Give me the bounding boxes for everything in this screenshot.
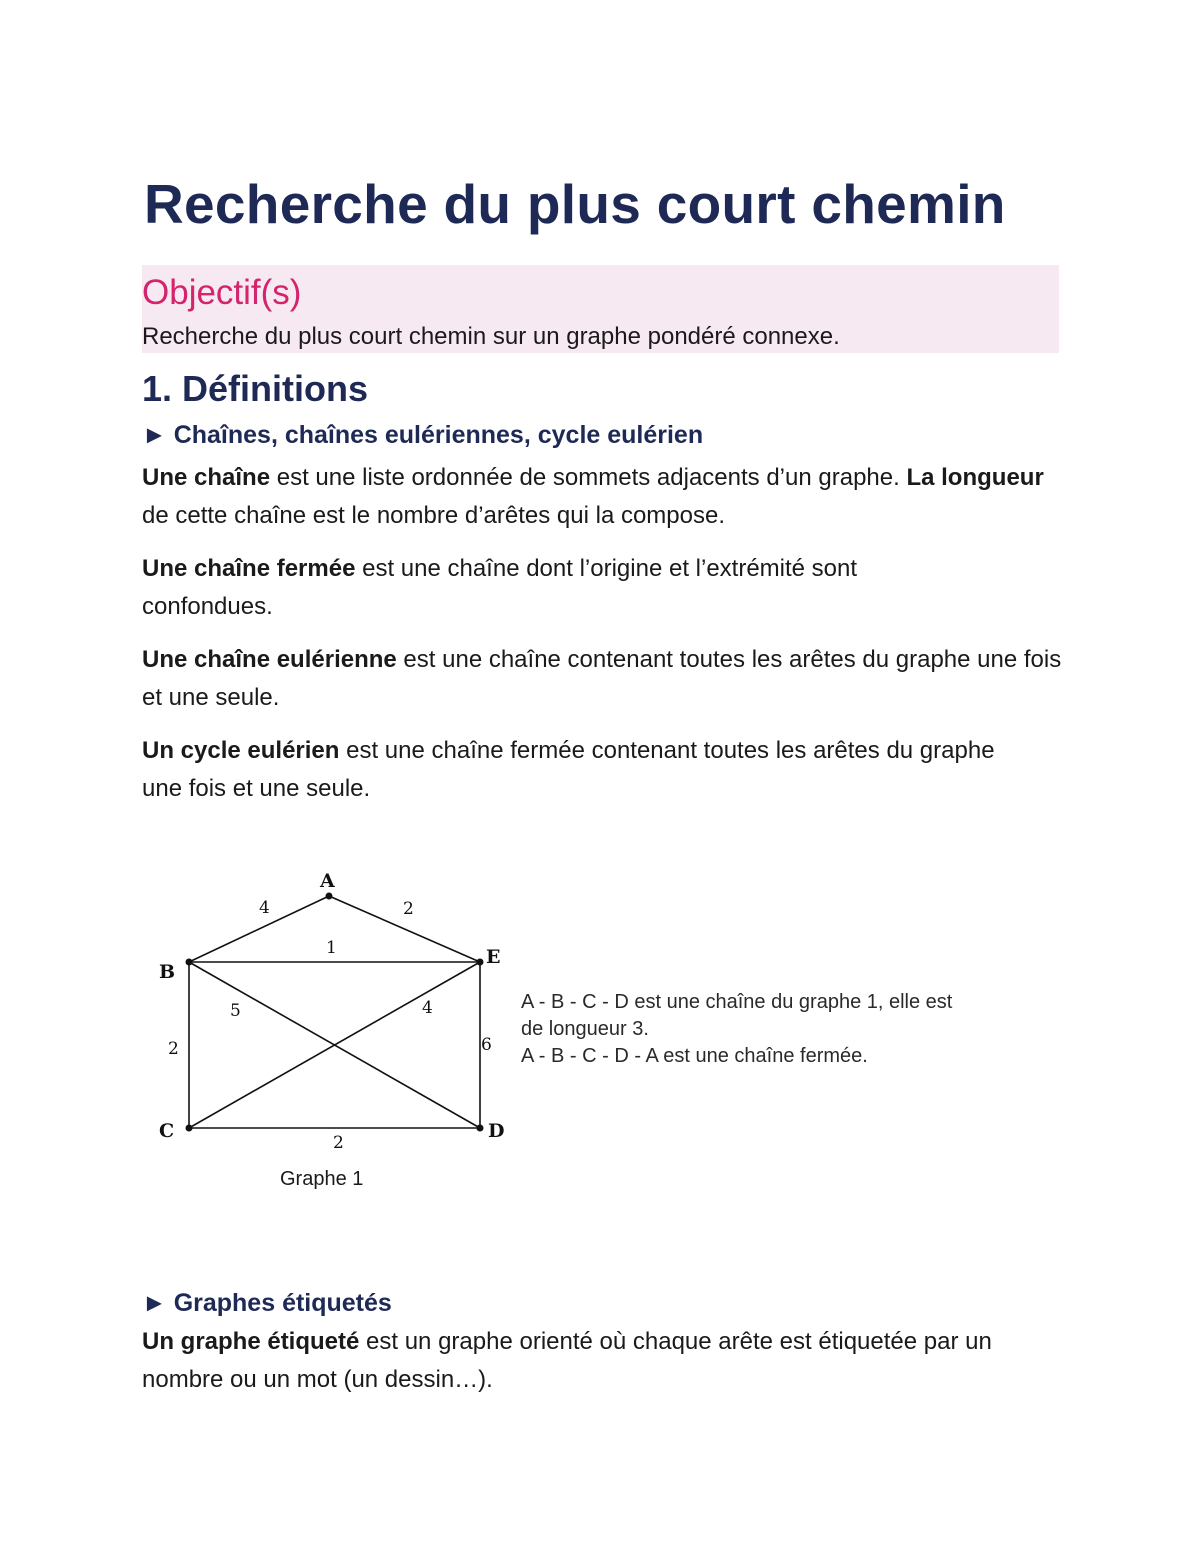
weight-label-c-e: 4 — [422, 998, 433, 1018]
term-chain: Une chaîne — [142, 464, 271, 491]
paragraph-text: est une liste ordonnée de sommets adjacents d’un graphe. — [270, 464, 907, 491]
weight-label-b-c: 2 — [168, 1039, 179, 1059]
paragraph-text: est un graphe orienté où chaque arête est étiquetée par un nombre ou un mot (un dessin…). — [142, 1328, 992, 1393]
vertex-label-d: D — [488, 1120, 505, 1142]
weight-label-a-b: 4 — [259, 898, 270, 918]
example-line: de longueur 3. — [521, 1018, 649, 1040]
subsection-heading-chains: ► Chaînes, chaînes eulériennes, cycle eulérien — [142, 421, 704, 449]
term-length: La longueur — [906, 464, 1044, 491]
paragraph-eulerian-cycle — [142, 732, 1022, 808]
vertex-label-e: E — [486, 946, 501, 968]
term-eulerian-cycle: Un cycle eulérien — [142, 737, 340, 764]
weight-label-a-e: 2 — [403, 899, 414, 919]
objective-heading: Objectif(s) — [142, 273, 302, 312]
section-heading-definitions: 1. Définitions — [142, 368, 369, 409]
term-eulerian-chain: Une chaîne eulérienne — [142, 646, 397, 673]
page-title: Recherche du plus court chemin — [144, 173, 1006, 235]
vertex-a — [326, 893, 333, 900]
vertex-label-b: B — [159, 961, 176, 983]
graph-example-text — [521, 989, 1061, 1070]
paragraph-text: de cette chaîne est le nombre d’arêtes qui la compose. — [142, 502, 726, 529]
subsection-heading-labeled-graphs: ► Graphes étiquetés — [142, 1289, 392, 1317]
weight-label-b-d: 5 — [230, 1001, 241, 1021]
term-closed-chain: Une chaîne fermée — [142, 555, 356, 582]
weight-label-b-e: 1 — [326, 938, 337, 958]
vertex-d — [477, 1125, 484, 1132]
vertex-label-a: A — [320, 870, 335, 892]
paragraph-labeled-graph — [142, 1323, 1057, 1399]
objective-text: Recherche du plus court chemin sur un graphe pondéré connexe. — [142, 323, 840, 350]
objective-box — [142, 265, 1059, 353]
paragraph-eulerian-chain — [142, 641, 1062, 717]
graph-figure — [150, 860, 520, 1165]
vertex-label-c: C — [159, 1120, 175, 1142]
weight-label-c-d: 2 — [333, 1133, 344, 1153]
example-line: A - B - C - D est une chaîne du graphe 1, elle est — [521, 991, 953, 1013]
weight-label-e-d: 6 — [481, 1035, 492, 1055]
paragraph-chain-definition — [142, 459, 1062, 535]
vertex-c — [186, 1125, 193, 1132]
example-line: A - B - C - D - A est une chaîne fermée. — [521, 1045, 868, 1067]
vertex-b — [186, 959, 193, 966]
paragraph-text: est une chaîne contenant toutes les arêtes du graphe une fois et une seule. — [142, 646, 1062, 711]
vertex-e — [477, 959, 484, 966]
paragraph-closed-chain — [142, 550, 942, 626]
term-labeled-graph: Un graphe étiqueté — [142, 1328, 360, 1355]
graph-caption: Graphe 1 — [280, 1168, 364, 1190]
paragraph-text: est une chaîne dont l’origine et l’extrémité sont confondues. — [142, 555, 858, 620]
paragraph-text: est une chaîne fermée contenant toutes les arêtes du graphe une fois et une seule. — [142, 737, 995, 802]
